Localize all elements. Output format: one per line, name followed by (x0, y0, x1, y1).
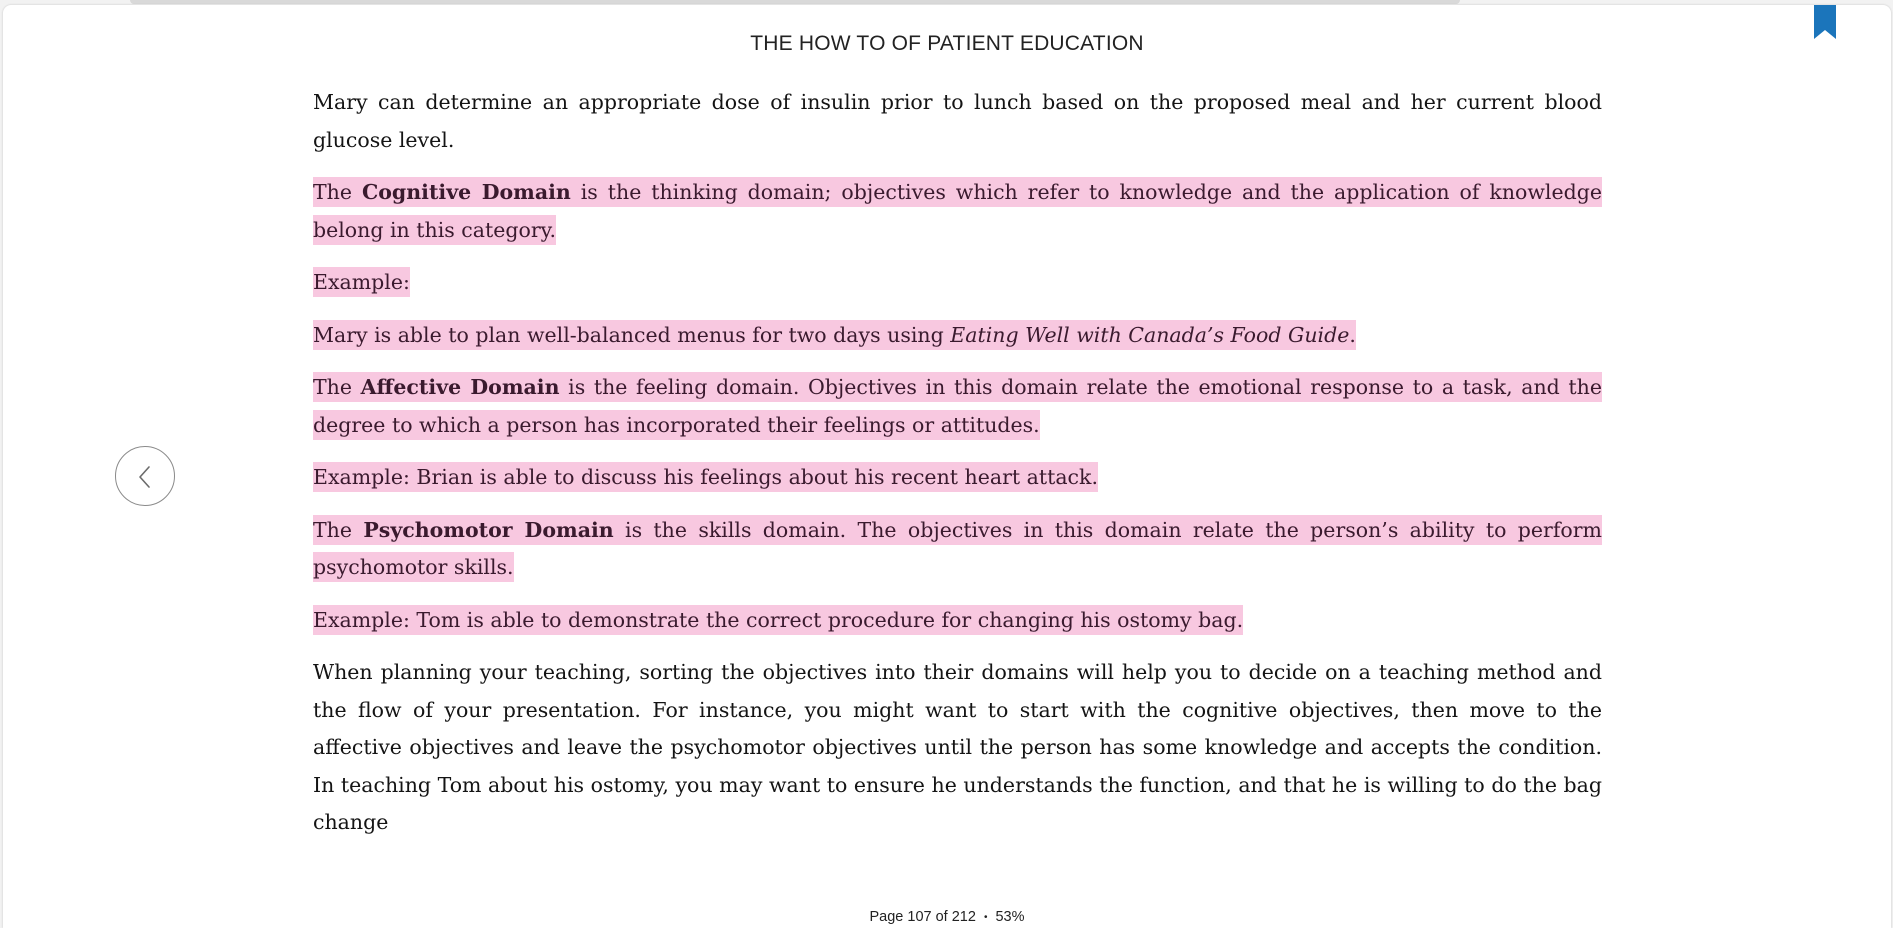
term-affective-domain: Affective Domain (360, 375, 560, 399)
text-span: Example: Tom is able to demonstrate the correct procedure for changing his ostomy bag. (313, 605, 1243, 635)
text-span: The (313, 375, 361, 399)
text-span: is the thinking domain; objectives which refer to knowledge and the application of knowledge belong in this category. (313, 180, 1602, 242)
highlighted-paragraph[interactable] (313, 264, 1602, 302)
progress-percent: 53% (995, 909, 1025, 925)
text-span: is the feeling domain. Objectives in this domain relate the emotional response to a task, and the degree to which a person has incorporated their feelings or attitudes. (313, 375, 1602, 437)
text-span: The (313, 180, 362, 204)
paragraph: Mary can determine an appropriate dose of insulin prior to lunch based on the proposed meal and her current blood glucose level. (313, 90, 1602, 152)
text-span: Example: Brian is able to discuss his feelings about his recent heart attack. (313, 462, 1098, 492)
book-title: Eating Well with Canada’s Food Guide (950, 322, 1350, 347)
text-span: . (1349, 322, 1356, 347)
highlighted-paragraph[interactable] (313, 602, 1602, 640)
page-content (313, 84, 1602, 842)
window-top-edge (130, 0, 1460, 4)
paragraph: When planning your teaching, sorting the objectives into their domains will help you to decide on a teaching method and the flow of your presentation. For instance, you might want to start with the cognitive objectives, then move to the affective objectives and leave the psychomotor objectives until the person has some knowledge and accepts the condition. In teaching Tom about his ostomy, you may want to ensure he understands the function, and that he is willing to do the bag change (313, 660, 1602, 834)
running-header: THE HOW TO OF PATIENT EDUCATION (750, 32, 1144, 55)
text-span: is the skills domain. The objectives in this domain relate the person’s ability to perform psychomotor skills. (313, 517, 1602, 579)
text-span: Mary is able to plan well-balanced menus for two days using (313, 322, 951, 347)
highlighted-paragraph[interactable] (313, 512, 1602, 587)
separator-dot: • (983, 912, 988, 923)
reader-page (3, 5, 1891, 928)
highlighted-paragraph[interactable] (313, 174, 1602, 249)
page-number: Page 107 of 212 (869, 909, 976, 925)
highlighted-paragraph[interactable] (313, 317, 1602, 355)
text-span: Example: (313, 267, 410, 297)
text-span: The (313, 517, 364, 542)
term-psychomotor-domain: Psychomotor Domain (363, 517, 614, 542)
highlighted-paragraph[interactable] (313, 459, 1602, 497)
chevron-left-icon (131, 462, 161, 492)
previous-page-button[interactable] (115, 446, 175, 506)
highlighted-paragraph[interactable] (313, 369, 1602, 444)
page-progress-footer (3, 909, 1891, 925)
term-cognitive-domain: Cognitive Domain (361, 180, 571, 204)
